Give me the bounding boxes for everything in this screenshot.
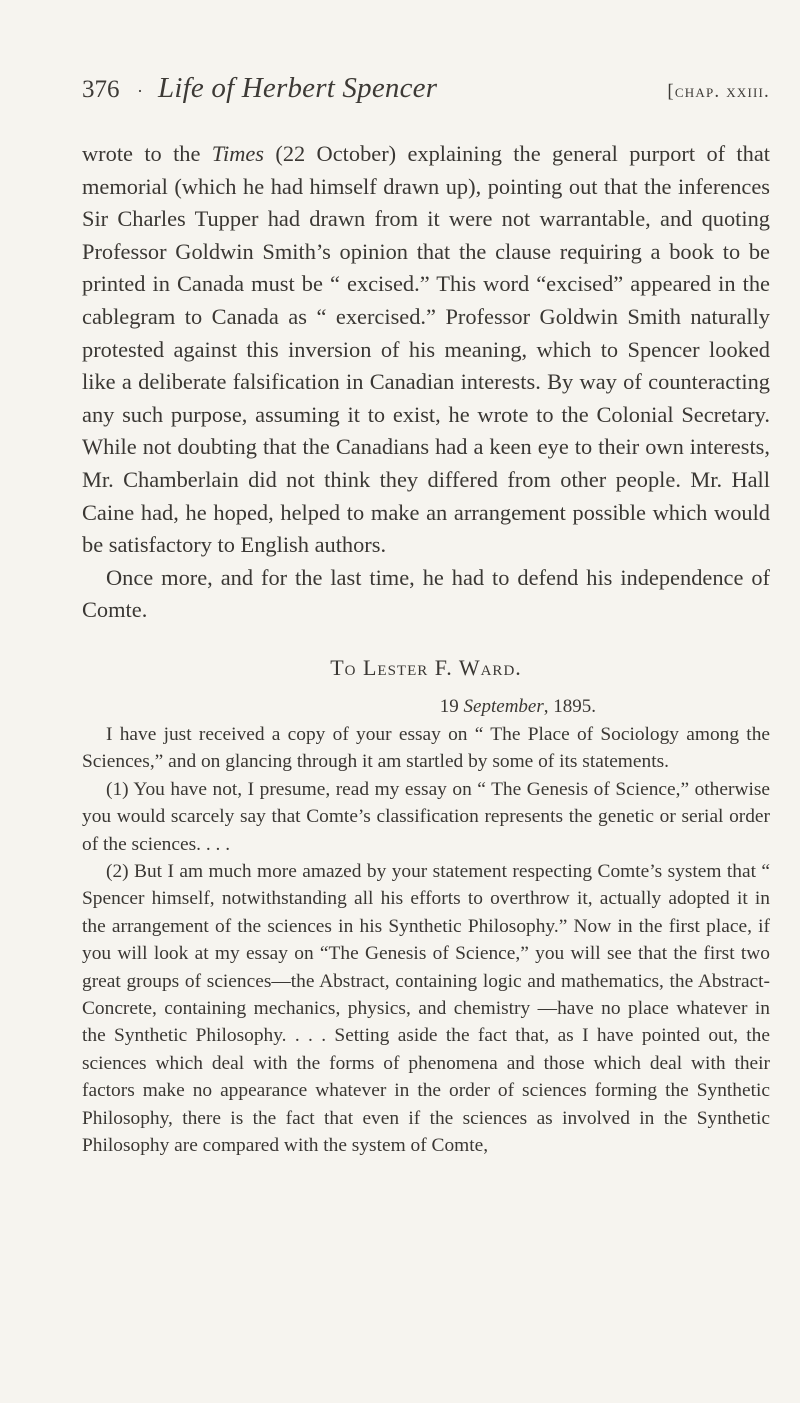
letter-date-day: 19: [439, 695, 464, 717]
book-title: Life of Herbert Spencer: [158, 72, 438, 104]
letter-date: [82, 693, 770, 721]
letter-heading: To Lester F. Ward.: [330, 654, 522, 680]
page-number: 376: [82, 76, 120, 103]
chapter-label: [chap. xxiii.: [667, 81, 770, 102]
body-paragraph-2: Once more, and for the last time, he had to defend his independence of Comte.: [82, 564, 770, 623]
body-paragraph-1-rest: (22 October) explaining the general purport of that memorial (which he had himself drawn up), pointing out that the inferences Sir Charles Tupper had drawn from it were not warrantable, and quoting Professor Goldwin Smith’s opinion that the clause requiring a book to be printed in Canada must be “ excised.” This word “excised” appeared in the cablegram to Canada as “ exercised.” Professor Goldwin Smith naturally protested against this inversion of his meaning, which to Spencer looked like a deliberate falsification in Canadian interests. By way of counteracting any such purpose, assuming it to exist, he wrote to the Colonial Secretary. While not doubting that the Canadians had a keen eye to their own interests, Mr. Chamberlain did not think they differed from other people. Mr. Hall Caine had, he hoped, helped to make an arrangement possible which would be satisfactory to English authors.: [82, 141, 771, 558]
letter-paragraph-3: (2) But I am much more amazed by your statement respecting Comte’s system that “ Spencer himself, notwithstanding all his efforts to overthrow it, actually adopted it in the arrangement of the sciences in his Synthetic Philosophy.” Now in the first place, if you will look at my essay on “The Genesis of Science,” you will see that the first two great groups of sciences—the Abstract, containing logic and mathematics, the Abstract-Concrete, containing mechanics, physics, and chemistry —have no place whatever in the Synthetic Philosophy. . . . Setting aside the fact that, as I have pointed out, the sciences which deal with the forms of phenomena and those which deal with their factors make no appearance whatever in the order of sciences forming the Synthetic Philosophy, there is the fact that even if the sciences as involved in the Synthetic Philosophy are compared with the system of Comte,: [82, 860, 770, 1156]
letter-date-month: September: [463, 695, 544, 717]
book-page: [82, 70, 770, 1159]
body-paragraph-1: [82, 138, 770, 562]
header-separator: ·: [137, 81, 143, 101]
letter-date-year: , 1895.: [543, 695, 596, 717]
body-text: [82, 138, 770, 627]
running-head: [82, 70, 770, 110]
letter-text: [82, 721, 770, 1160]
letter-paragraph-1: I have just received a copy of your essay on “ The Place of Sociology among the Sciences,” and on glancing through it am startled by some of its statements.: [82, 723, 770, 773]
letter-paragraph-2: (1) You have not, I presume, read my essay on “ The Genesis of Science,” otherwise you would scarcely say that Comte’s classification represents the genetic or serial order of the sciences. . . .: [82, 778, 770, 855]
times-title: Times: [211, 141, 265, 166]
body-paragraph-1-start: wrote to the: [82, 141, 212, 166]
